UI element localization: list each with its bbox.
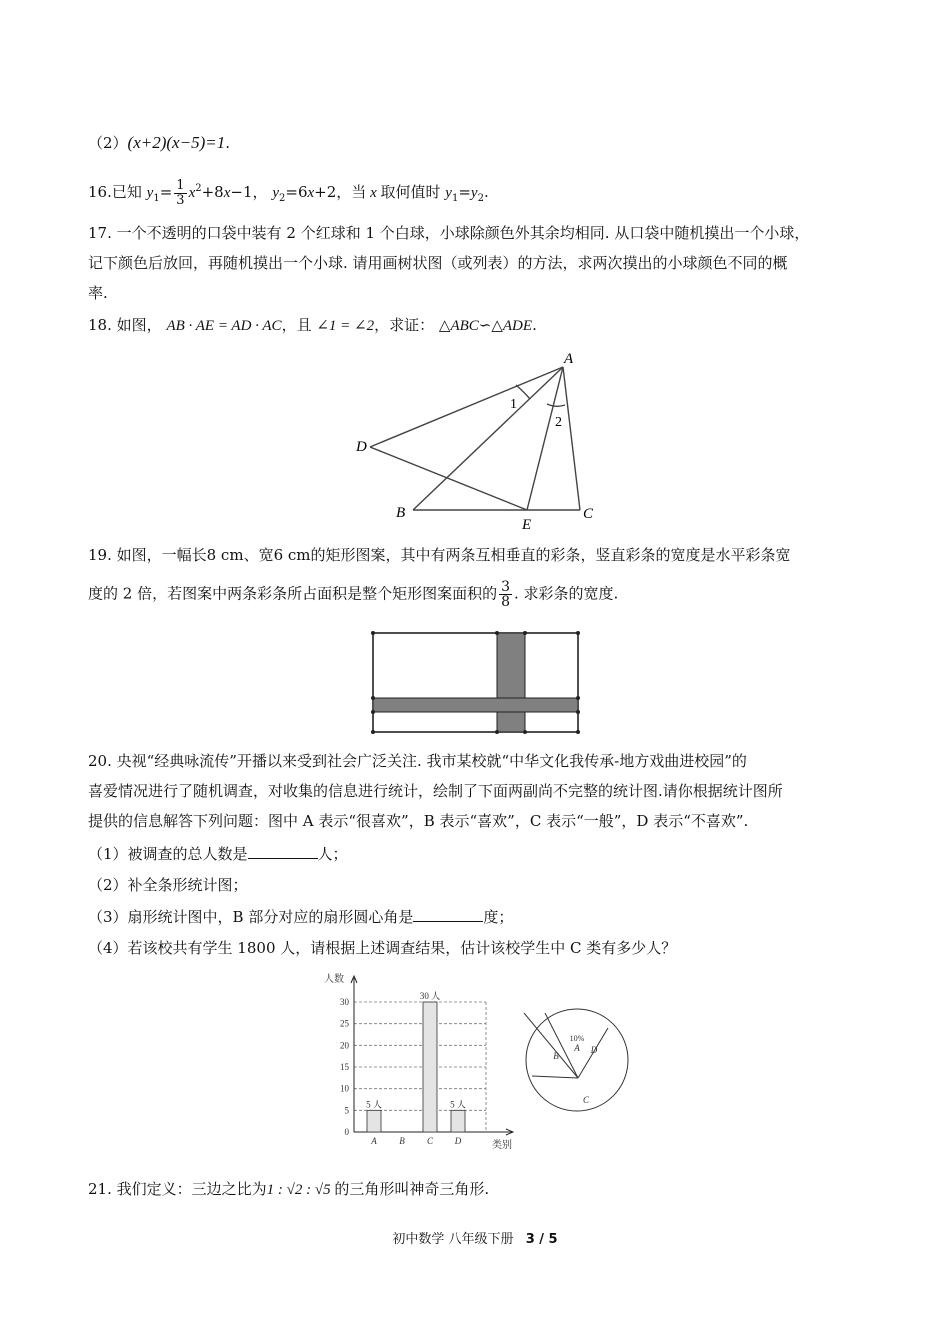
horizontal-stripe (373, 698, 578, 712)
page-number: 3 / 5 (525, 1232, 558, 1247)
y-tick-label: 5 (344, 1105, 349, 1116)
rectangle-pattern-figure (368, 628, 584, 738)
label-B: B (396, 505, 406, 521)
q20-sub4: （4）若该校共有学生 1800 人，请根据上述调查结果，估计该校学生中 C 类有多少人？ (88, 939, 677, 957)
bar-C (423, 1002, 437, 1132)
q20-sub1: （1）被调查的总人数是 人； (88, 845, 348, 863)
pie-label-D: D (590, 1045, 598, 1055)
q17-line3: 率. (88, 284, 108, 302)
x-tick-label: C (426, 1136, 434, 1146)
q18: 18. 如图， AB · AE = AD · AC，且 ∠1 = ∠2，求证： △ABC∽△ADE. (88, 316, 537, 334)
triangle-figure (350, 352, 610, 532)
pie-annotation-A: 10% (569, 1034, 585, 1043)
y-tick-label: 25 (340, 1018, 349, 1029)
q20-sub2: （2）补全条形统计图； (88, 876, 248, 894)
pie-chart (520, 1003, 635, 1118)
x-tick-label: B (399, 1136, 405, 1146)
answer-blank-3[interactable] (413, 907, 483, 922)
label-D: D (356, 439, 367, 455)
q19-line2: 度的 2 倍，若图案中两条彩条所占面积是整个矩形图案面积的 $\frac{3}{8}$ . 求彩条的宽度. (88, 579, 619, 610)
pie-outline (526, 1009, 628, 1111)
q21: 21. 我们定义：三边之比为1 : √2 : √5 的三角形叫神奇三角形. (88, 1180, 490, 1198)
y-tick-label: 0 (344, 1127, 349, 1137)
label-A: A (564, 352, 574, 367)
q15-part2: （2）(x+2)(x−5)=1. (88, 133, 230, 152)
y-tick-label: 30 (340, 997, 349, 1007)
q20-line1: 20. 央视“经典咏流传”开播以来受到社会广泛关注. 我市某校就“中华文化我传承-地方戏曲进校园”的 (88, 752, 747, 770)
y-tick-label: 20 (340, 1040, 349, 1051)
x-tick-label: D (454, 1136, 462, 1146)
q19-line1: 19. 如图，一幅长8 cm、宽6 cm的矩形图案，其中有两条互相垂直的彩条，竖直彩条的宽度是水平彩条宽 (88, 546, 791, 564)
label-E: E (522, 517, 532, 532)
pie-label-B: B (553, 1051, 559, 1061)
q17 (88, 218, 863, 308)
bar-data-label: 5 人 (366, 1099, 382, 1110)
q17-line1: 17. 一个不透明的口袋中装有 2 个红球和 1 个白球，小球除颜色外其余均相同. 从口袋中随机摸出一个小球， (88, 224, 810, 242)
label-C: C (583, 506, 594, 522)
q17-line2: 记下颜色后放回，再随机摸出一个小球. 请用画树状图（或列表）的方法，求两次摸出的小球颜色不同的概 (88, 254, 788, 272)
label-angle1: 1 (510, 397, 517, 412)
y-tick-label: 15 (340, 1062, 349, 1072)
q20-line2: 喜爱情况进行了随机调查，对收集的信息进行统计，绘制了下面两副尚不完整的统计图.请你根据统计图所 (88, 782, 783, 800)
x-tick-label: A (371, 1136, 377, 1146)
bar-D (451, 1110, 465, 1132)
y-axis-label: 人数 (324, 974, 344, 985)
bar-data-label: 30 人 (419, 991, 441, 1001)
q16: 16.已知 $y_1=$ $\frac{1}{3}$ $x^2+8x-1$， $y_2=6x+2$，当 x 取何值时 $y_1=y_2$. (88, 177, 489, 208)
x-axis-label: 类别 (492, 1140, 512, 1150)
page-footer (0, 1228, 950, 1247)
q20-sub3: （3）扇形统计图中，B 部分对应的扇形圆心角是 度； (88, 908, 514, 926)
pie-label-A: A (574, 1043, 580, 1053)
y-tick-label: 10 (340, 1083, 349, 1094)
label-angle2: 2 (555, 415, 562, 430)
q20-text (88, 746, 863, 836)
vertical-stripe (497, 633, 525, 732)
q20-line3: 提供的信息解答下列问题：图中 A 表示“很喜欢”，B 表示“喜欢”，C 表示“一般”，D 表示“不喜欢”. (88, 812, 749, 830)
bar-data-label: 5 人 (450, 1099, 466, 1110)
pie-label-C: C (582, 1095, 590, 1105)
answer-blank-1[interactable] (248, 844, 318, 859)
bar-A (367, 1110, 381, 1132)
bar-chart (320, 970, 520, 1150)
footer-title: 初中数学 八年级下册 (392, 1232, 514, 1247)
